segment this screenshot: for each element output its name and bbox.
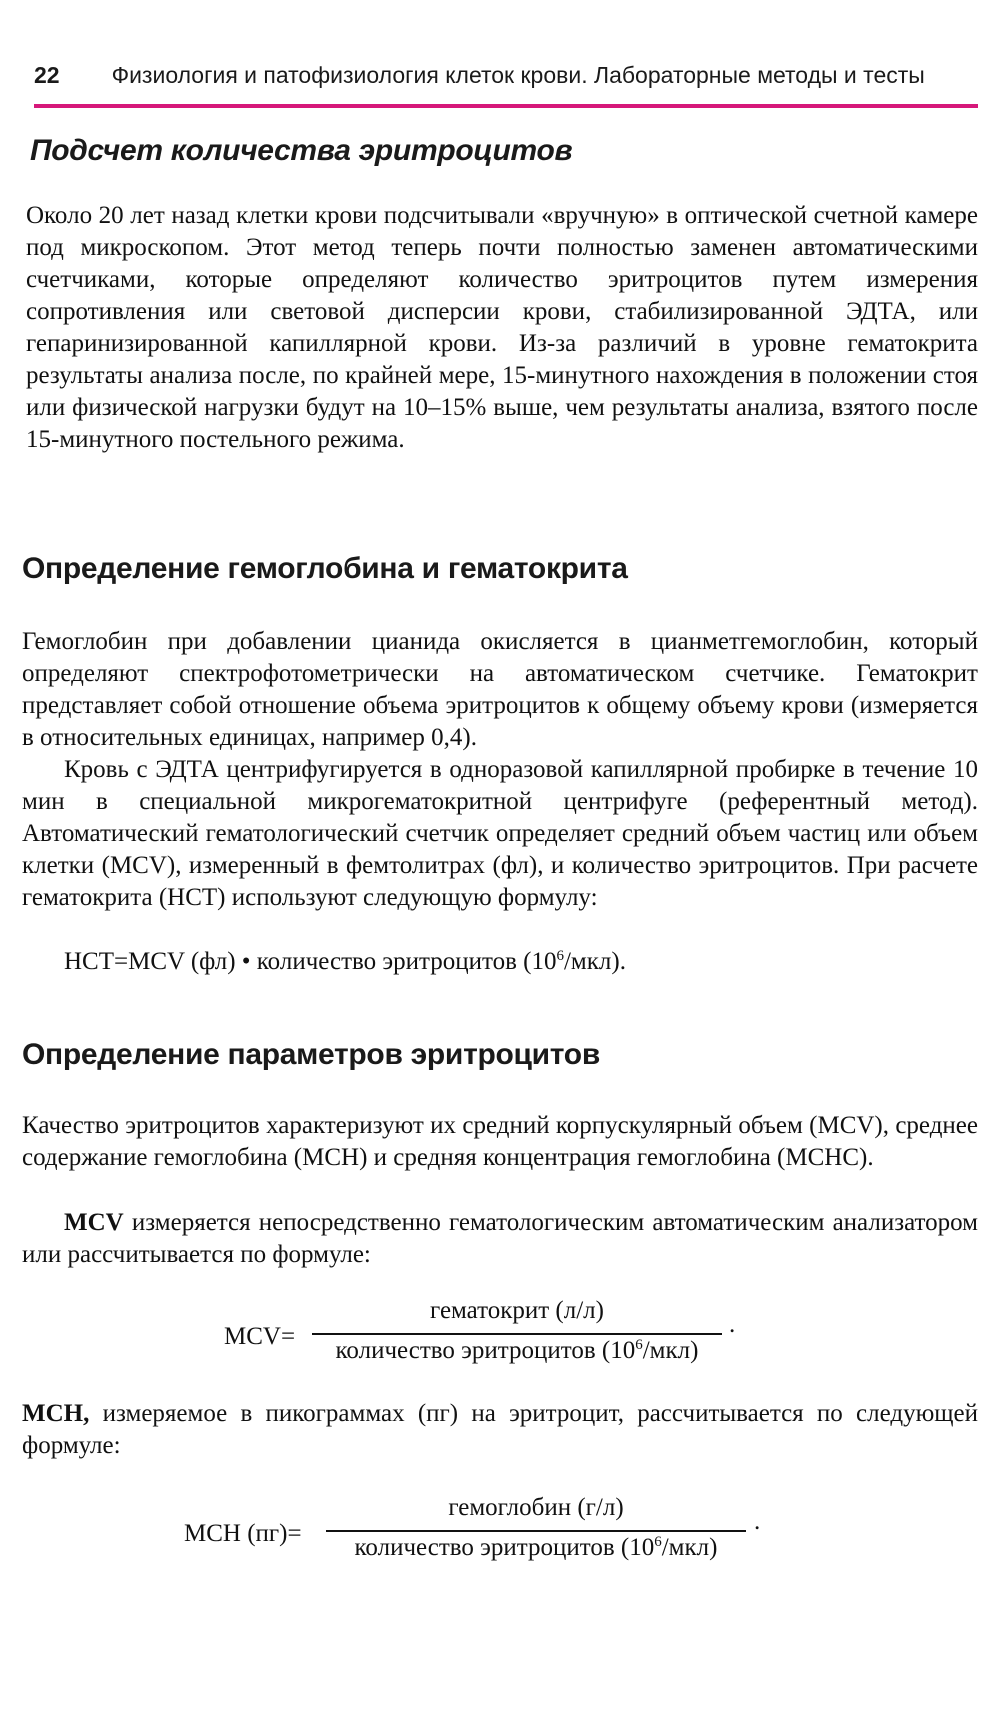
formula-mcv-lhs: MCV= <box>224 1323 296 1350</box>
formula-mch-lhs: МСН (пг)= <box>184 1520 302 1547</box>
formula-mch <box>184 1494 824 1584</box>
paragraph-mcv <box>22 1207 978 1271</box>
paragraph-rbc-quality: Качество эритроцитов характеризуют их средний корпускулярный объем (MCV), среднее содержание гемоглобина (МСН) и средняя концентрация гемоглобина (МСНС). <box>22 1112 978 1171</box>
formula-hct <box>64 946 1000 978</box>
paragraph-hemoglobin: Гемоглобин при добавлении цианида окисляется в цианметгемоглобин, который определяют спектрофотометрически на автоматическом счетчике. Гематокрит представляет собой отношение объема эритроцитов к общему объему крови (измеряется в относительных единицах, например 0,4). <box>22 628 978 751</box>
term-mch: МСН, <box>22 1400 90 1427</box>
formula-mcv-numerator: гематокрит (л/л) <box>430 1297 604 1324</box>
fraction-bar <box>326 1530 746 1532</box>
section-heading-rbc-parameters: Определение параметров эритроцитов <box>22 1038 600 1071</box>
paragraph-mch <box>22 1398 978 1462</box>
paragraph-rbc-count: Около 20 лет назад клетки крови подсчитывали «вручную» в оптической счетной камере под микроскопом. Этот метод теперь почти полностью заменен автоматическими счетчиками, которые определяют количество эритроцитов путем измерения сопротивления или световой дисперсии крови, стабилизированной ЭДТА, или гепаринизированной капиллярной крови. Из-за различий в уровне гематокрита результаты анализа после, по крайней мере, 15-минутного нахождения в положении стоя или физической нагрузки будут на 10–15% выше, чем результаты анализа, взятого после 15-минутного постельного режима. <box>26 202 978 453</box>
denominator-tail: /мкл) <box>661 1534 718 1561</box>
denominator-sup: 6 <box>635 1337 643 1353</box>
header-rule <box>34 104 978 108</box>
formula-mcv <box>224 1297 784 1387</box>
formula-mch-denominator <box>326 1534 746 1562</box>
formula-mcv-denominator <box>312 1337 722 1365</box>
formula-hct-tail: /мкл). <box>563 948 626 975</box>
running-header <box>34 62 978 89</box>
formula-hct-sup: 6 <box>556 948 564 964</box>
formula-hct-main: НСТ=MCV (фл) • количество эритроцитов (10 <box>64 948 557 975</box>
formula-end-dot: . <box>729 1311 736 1338</box>
denominator-main: количество эритроцитов (10 <box>354 1534 655 1561</box>
section-heading-hemoglobin-hematocrit: Определение гемоглобина и гематокрита <box>22 552 628 585</box>
term-mcv: MCV <box>64 1209 124 1236</box>
running-title: Физиология и патофизиология клеток крови. Лабораторные методы и тесты <box>111 62 925 88</box>
paragraph-hematocrit-method: Кровь с ЭДТА центрифугируется в одноразовой капиллярной пробирке в течение 10 мин в специальной микрогематокритной центрифуге (референтный метод). Автоматический гематологический счетчик определяет средний объем частиц или объем клетки (MCV), измеренный в фемтолитрах (фл), и количество эритроцитов. При расчете гематокрита (НСТ) используют следующую формулу: <box>22 756 978 911</box>
page-number: 22 <box>34 62 60 88</box>
denominator-sup: 6 <box>654 1534 662 1550</box>
formula-mch-numerator: гемоглобин (г/л) <box>448 1494 624 1521</box>
section-heading-rbc-count: Подсчет количества эритроцитов <box>30 134 573 167</box>
mch-description: измеряемое в пикограммах (пг) на эритроцит, рассчитывается по следующей формуле: <box>22 1400 978 1459</box>
denominator-tail: /мкл) <box>642 1337 699 1364</box>
mcv-description: измеряется непосредственно гематологическим автоматическим анализатором или рассчитывается по формуле: <box>22 1209 978 1268</box>
denominator-main: количество эритроцитов (10 <box>335 1337 636 1364</box>
fraction-bar <box>312 1333 722 1335</box>
formula-end-dot: . <box>754 1508 761 1535</box>
